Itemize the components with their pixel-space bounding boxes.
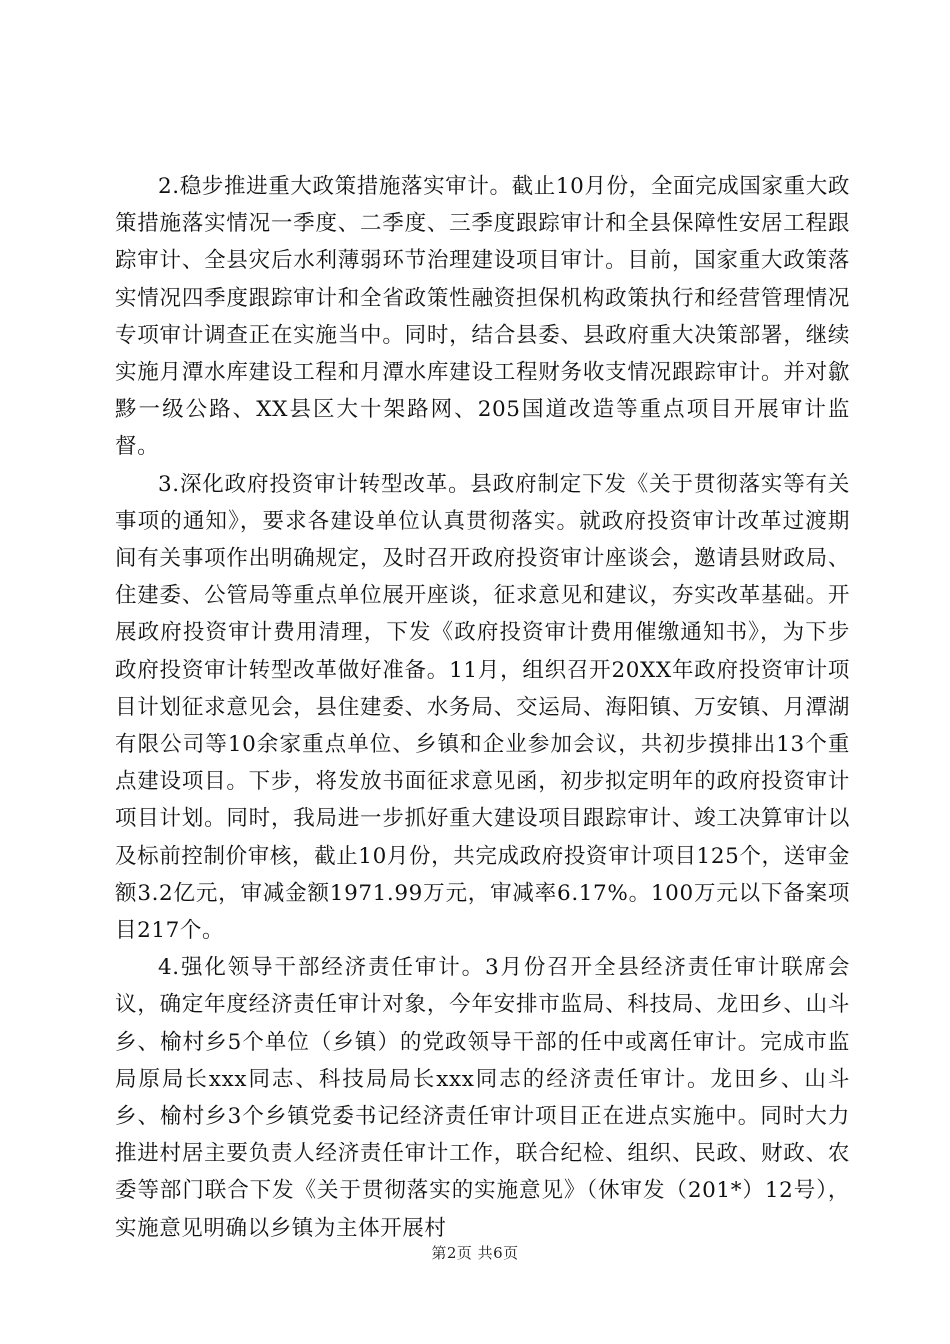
page-number-footer: 第2页 共6页 xyxy=(431,1244,519,1262)
paragraph-investment-audit: 3.深化政府投资审计转型改革。县政府制定下发《关于贯彻落实等有关事项的通知》，要求各建设单位认真贯彻落实。就政府投资审计改革过渡期间有关事项作出明确规定，及时召开政府投资审计座谈会，邀请县财政局、住建委、公管局等重点单位展开座谈，征求意见和建议，夯实改革基础。开展政府投资审计费用清理，下发《政府投资审计费用催缴通知书》，为下步政府投资审计转型改革做好准备。11月，组织召开20XX年政府投资审计项目计划征求意见会，县住建委、水务局、交运局、海阳镇、万安镇、月潭湖有限公司等10余家重点单位、乡镇和企业参加会议，共初步摸排出13个重点建设项目。下步，将发放书面征求意见函，初步拟定明年的政府投资审计项目计划。同时，我局进一步抓好重大建设项目跟踪审计、竣工决算审计以及标前控制价审核，截止10月份，共完成政府投资审计项目125个，送审金额3.2亿元，审减金额1971.99万元，审减率6.17%。100万元以下备案项目217个。 xyxy=(115,471,850,944)
paragraph-policy-audit: 2.稳步推进重大政策措施落实审计。截止10月份，全面完成国家重大政策措施落实情况一季度、二季度、三季度跟踪审计和全县保障性安居工程跟踪审计、全县灾后水利薄弱环节治理建设项目审计。目前，国家重大政策落实情况四季度跟踪审计和全省政策性融资担保机构政策执行和经营管理情况专项审计调查正在实施当中。同时，结合县委、县政府重大决策部署，继续实施月潭水库建设工程和月潭水库建设工程财务收支情况跟踪审计。并对歙黟一级公路、XX县区大十架路网、205国道改造等重点项目开展审计监督。 xyxy=(115,174,850,460)
document-body xyxy=(115,168,850,1247)
paragraph-economic-responsibility-audit: 4.强化领导干部经济责任审计。3月份召开全县经济责任审计联席会议，确定年度经济责任审计对象，今年安排市监局、科技局、龙田乡、山斗乡、榆村乡5个单位（乡镇）的党政领导干部的任中或离任审计。完成市监局原局长xxx同志、科技局局长xxx同志的经济责任审计。龙田乡、山斗乡、榆村乡3个乡镇党委书记经济责任审计项目正在进点实施中。同时大力推进村居主要负责人经济责任审计工作，联合纪检、组织、民政、财政、农委等部门联合下发《关于贯彻落实的实施意见》（休审发（201*）12号），实施意见明确以乡镇为主体开展村 xyxy=(115,955,850,1241)
